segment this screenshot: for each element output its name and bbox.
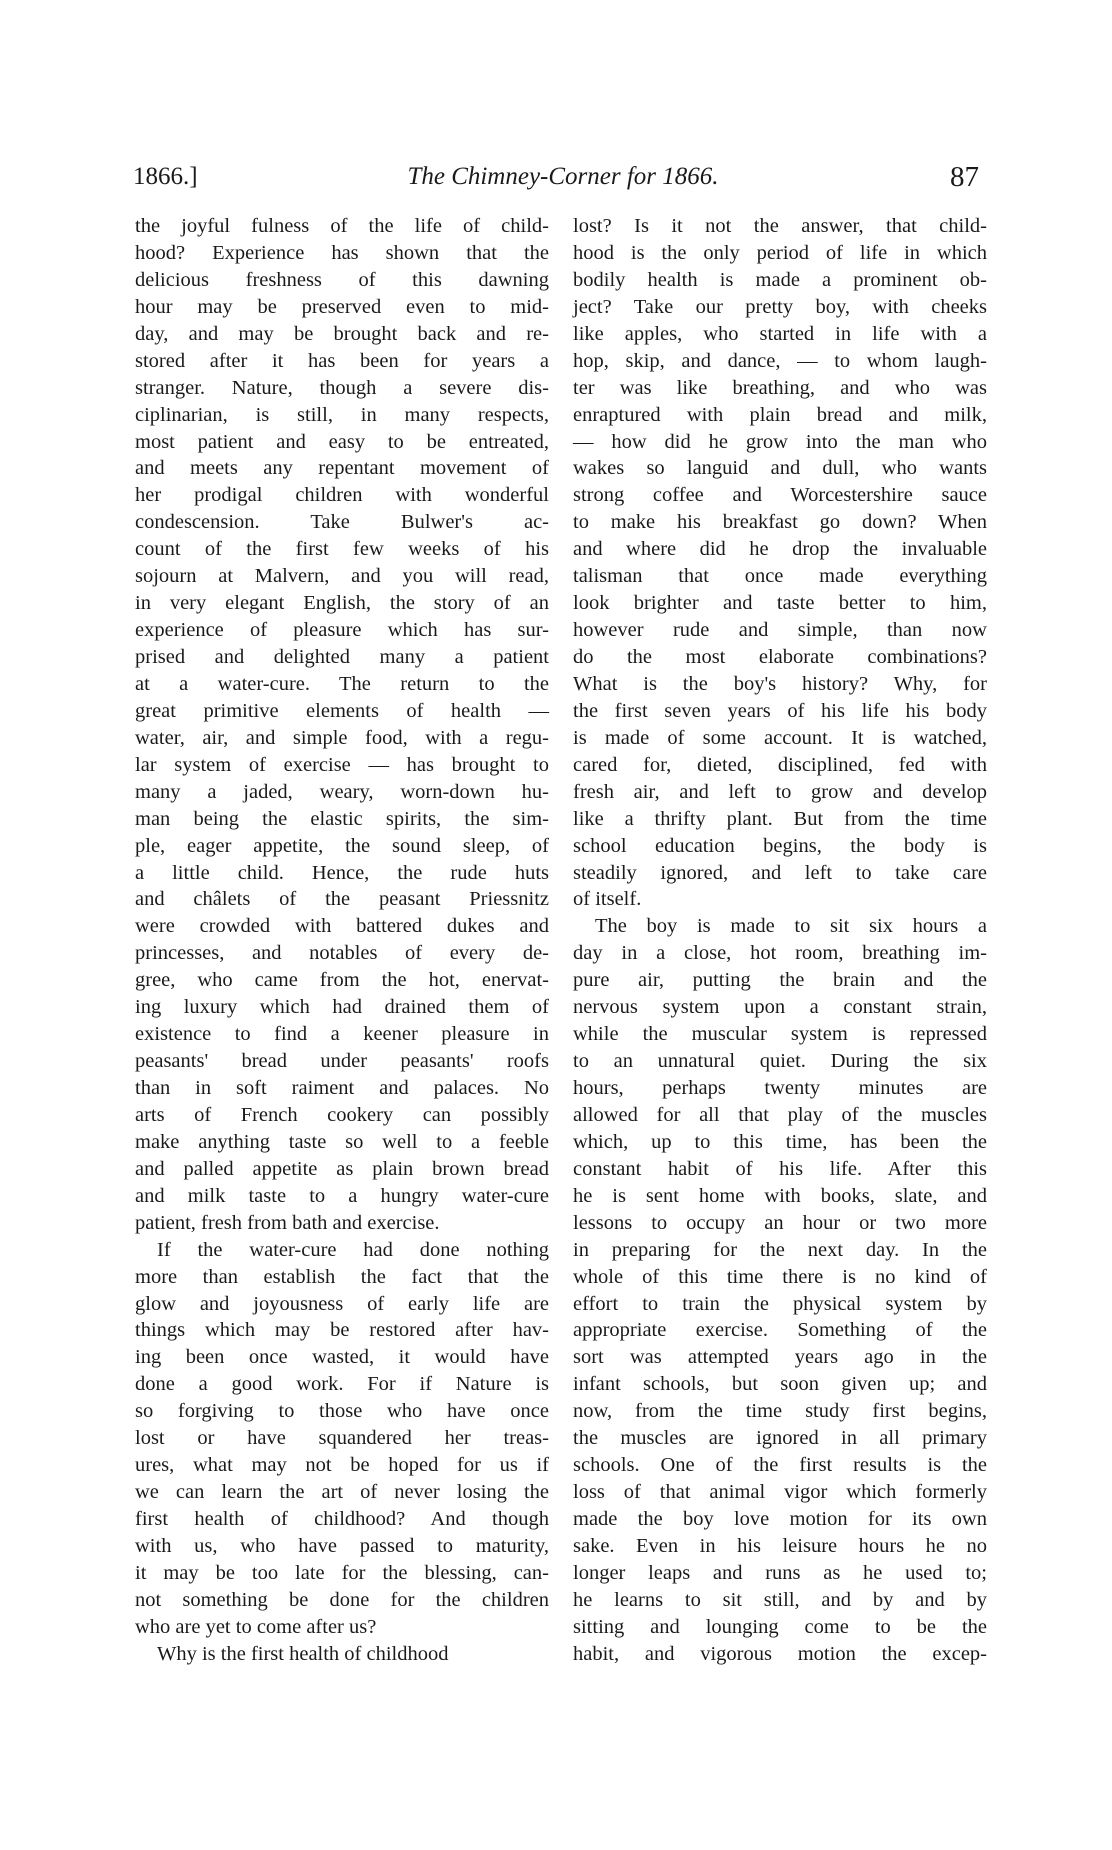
text-line: stored after it has been for years a xyxy=(135,349,549,372)
text-line: ple, eager appetite, the sound sleep, of xyxy=(135,834,549,857)
text-line: day, and may be brought back and re- xyxy=(135,322,549,345)
left-column xyxy=(135,213,549,1668)
text-line: many a jaded, weary, worn-down hu- xyxy=(135,780,549,803)
text-line: however rude and simple, than now xyxy=(573,619,987,642)
text-line: a little child. Hence, the rude huts xyxy=(135,861,549,884)
text-line: than in soft raiment and palaces. No xyxy=(135,1077,549,1099)
text-line: while the muscular system is repressed xyxy=(573,1023,987,1046)
text-line: princesses, and notables of every de- xyxy=(135,942,549,965)
text-line: wakes so languid and dull, who wants xyxy=(573,457,987,480)
text-line: peasants' bread under peasants' roofs xyxy=(135,1050,549,1073)
text-line: count of the first few weeks of his xyxy=(135,538,549,561)
text-line: man being the elastic spirits, the sim- xyxy=(135,807,549,830)
text-line: If the water-cure had done nothing xyxy=(157,1238,549,1261)
text-line: nervous system upon a constant strain, xyxy=(573,996,987,1019)
text-line: and milk taste to a hungry water-cure xyxy=(135,1184,549,1207)
text-line: which, up to this time, has been the xyxy=(573,1130,987,1153)
text-line: done a good work. For if Nature is xyxy=(135,1373,549,1396)
text-line: the muscles are ignored in all primary xyxy=(573,1427,987,1450)
text-line: condescension. Take Bulwer's ac- xyxy=(135,511,549,534)
text-line: not something be done for the children xyxy=(135,1588,549,1611)
text-line: at a water-cure. The return to the xyxy=(135,672,549,695)
text-line: with us, who have passed to maturity, xyxy=(135,1534,549,1557)
text-line: delicious freshness of this dawning xyxy=(135,268,549,291)
text-line: he learns to sit still, and by and by xyxy=(573,1588,987,1611)
text-line: loss of that animal vigor which formerly xyxy=(573,1481,987,1504)
text-line: things which may be restored after hav- xyxy=(135,1319,549,1342)
text-line: of itself. xyxy=(573,888,642,911)
text-line: experience of pleasure which has sur- xyxy=(135,619,549,642)
text-line: he is sent home with books, slate, and xyxy=(573,1184,987,1207)
text-line: school education begins, the body is xyxy=(573,834,987,857)
text-line: made the boy love motion for its own xyxy=(573,1508,987,1530)
text-line: so forgiving to those who have once xyxy=(135,1400,549,1423)
text-line: sake. Even in his leisure hours he no xyxy=(573,1534,987,1557)
text-line: sojourn at Malvern, and you will read, xyxy=(135,565,549,588)
page-number: 87 xyxy=(950,161,979,193)
text-line: appropriate exercise. Something of the xyxy=(573,1319,987,1342)
text-line: sort was attempted years ago in the xyxy=(573,1346,987,1369)
text-line: the joyful fulness of the life of child- xyxy=(135,215,549,237)
text-line: Why is the first health of childhood xyxy=(157,1642,449,1665)
text-line: make anything taste so well to a feeble xyxy=(135,1130,549,1153)
text-line: water, air, and simple food, with a regu- xyxy=(135,726,549,749)
text-line: hop, skip, and dance, — to whom laugh- xyxy=(573,349,987,372)
text-line: hood is the only period of life in which xyxy=(573,241,987,264)
text-line: great primitive elements of health — xyxy=(135,699,549,722)
text-line: ject? Take our pretty boy, with cheeks xyxy=(573,295,987,318)
right-column xyxy=(573,213,987,1668)
text-line: first health of childhood? And though xyxy=(135,1508,549,1530)
text-line: cared for, dieted, disciplined, fed with xyxy=(573,753,987,776)
running-head-title: The Chimney-Corner for 1866. xyxy=(407,163,719,190)
text-line: now, from the time study first begins, xyxy=(573,1400,987,1423)
text-line: were crowded with battered dukes and xyxy=(135,915,549,938)
text-line: ter was like breathing, and who was xyxy=(573,376,987,399)
text-line: hours, perhaps twenty minutes are xyxy=(573,1077,987,1099)
text-line: effort to train the physical system by xyxy=(573,1292,987,1315)
text-line: arts of French cookery can possibly xyxy=(135,1103,549,1126)
text-line: it may be too late for the blessing, can- xyxy=(135,1561,549,1584)
text-line: existence to find a keener pleasure in xyxy=(135,1023,549,1046)
text-line: lar system of exercise — has brought to xyxy=(135,753,549,776)
text-line: lost? Is it not the answer, that child- xyxy=(573,215,987,237)
text-line: is made of some account. It is watched, xyxy=(573,726,987,749)
text-line: look brighter and taste better to him, xyxy=(573,592,987,615)
text-line: and palled appetite as plain brown bread xyxy=(135,1157,549,1180)
text-line: The boy is made to sit six hours a xyxy=(595,915,987,938)
text-line: — how did he grow into the man who xyxy=(573,430,987,453)
text-line: day in a close, hot room, breathing im- xyxy=(573,942,987,965)
text-line: constant habit of his life. After this xyxy=(573,1157,987,1180)
text-line: patient, fresh from bath and exercise. xyxy=(135,1211,440,1234)
text-line: glow and joyousness of early life are xyxy=(135,1292,549,1315)
text-line: sitting and lounging come to be the xyxy=(573,1615,987,1638)
text-line: in preparing for the next day. In the xyxy=(573,1238,987,1261)
text-line: whole of this time there is no kind of xyxy=(573,1265,987,1288)
text-line: steadily ignored, and left to take care xyxy=(573,861,987,884)
text-line: allowed for all that play of the muscles xyxy=(573,1103,987,1126)
text-line: pure air, putting the brain and the xyxy=(573,969,987,992)
text-line: longer leaps and runs as he used to; xyxy=(573,1561,987,1584)
text-line: her prodigal children with wonderful xyxy=(135,484,549,507)
text-line: and meets any repentant movement of xyxy=(135,457,549,480)
text-line: habit, and vigorous motion the excep- xyxy=(573,1642,987,1665)
text-line: like a thrifty plant. But from the time xyxy=(573,807,987,830)
running-head-date: 1866.] xyxy=(133,163,198,190)
text-line: ing luxury which had drained them of xyxy=(135,996,549,1019)
text-line: we can learn the art of never losing the xyxy=(135,1481,549,1504)
text-line: in very elegant English, the story of an xyxy=(135,592,549,615)
text-line: and châlets of the peasant Priessnitz xyxy=(135,888,549,911)
text-line: gree, who came from the hot, enervat- xyxy=(135,969,549,992)
text-line: hood? Experience has shown that the xyxy=(135,241,549,264)
text-line: hour may be preserved even to mid- xyxy=(135,295,549,318)
text-line: strong coffee and Worcestershire sauce xyxy=(573,484,987,507)
text-line: talisman that once made everything xyxy=(573,565,987,588)
text-line: and where did he drop the invaluable xyxy=(573,538,987,561)
text-line: like apples, who started in life with a xyxy=(573,322,987,345)
text-line: do the most elaborate combinations? xyxy=(573,646,987,668)
text-line: enraptured with plain bread and milk, xyxy=(573,403,987,426)
text-line: bodily health is made a prominent ob- xyxy=(573,268,987,291)
text-line: What is the boy's history? Why, for xyxy=(573,672,987,695)
text-line: ciplinarian, is still, in many respects, xyxy=(135,403,549,426)
text-line: stranger. Nature, though a severe dis- xyxy=(135,376,549,399)
text-line: most patient and easy to be entreated, xyxy=(135,430,549,453)
text-line: schools. One of the first results is the xyxy=(573,1454,987,1477)
text-line: prised and delighted many a patient xyxy=(135,646,549,668)
text-line: lessons to occupy an hour or two more xyxy=(573,1211,987,1234)
text-line: ing been once wasted, it would have xyxy=(135,1346,549,1369)
text-line: who are yet to come after us? xyxy=(135,1615,377,1638)
text-line: the first seven years of his life his body xyxy=(573,699,987,722)
text-line: to make his breakfast go down? When xyxy=(573,511,987,534)
text-line: to an unnatural quiet. During the six xyxy=(573,1050,987,1073)
text-line: more than establish the fact that the xyxy=(135,1265,549,1288)
text-line: ures, what may not be hoped for us if xyxy=(135,1454,549,1477)
text-line: lost or have squandered her treas- xyxy=(135,1427,549,1450)
text-line: infant schools, but soon given up; and xyxy=(573,1373,987,1396)
text-line: fresh air, and left to grow and develop xyxy=(573,780,987,803)
